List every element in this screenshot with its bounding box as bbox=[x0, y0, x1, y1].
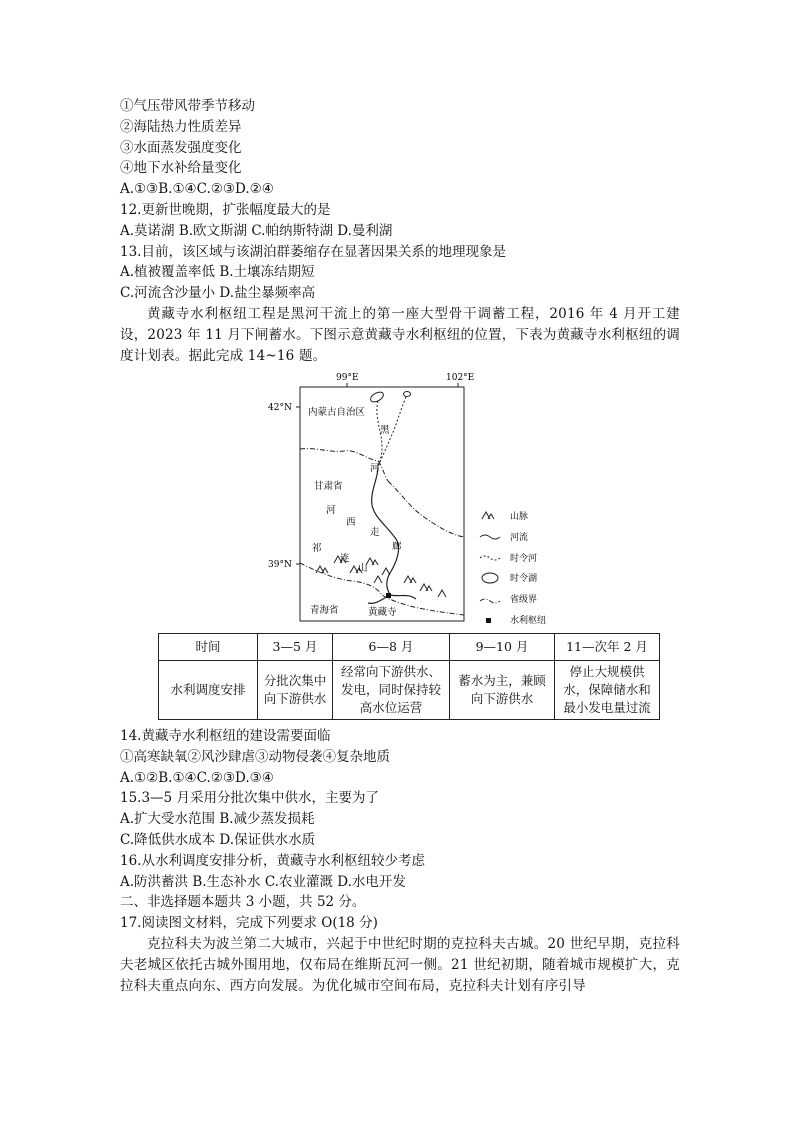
map-figure bbox=[120, 367, 680, 629]
table-cell-jun-aug: 经常向下游供水、发电，同时保持较高水位运营 bbox=[333, 660, 450, 719]
q11-option-1: ①气压带风带季节移动 bbox=[120, 98, 255, 114]
table-cell-nov-feb: 停止大规模供水，保障储水和最小发电量过流 bbox=[555, 660, 660, 719]
q17-stem: 17.阅读图文材料，完成下列要求 O(18 分) bbox=[120, 915, 378, 932]
lat-label-42: 42°N bbox=[268, 402, 292, 413]
label-inner-mongolia: 内蒙古自治区 bbox=[308, 406, 366, 418]
label-corridor-3: 走 bbox=[370, 526, 380, 538]
label-mountain-3: 山 bbox=[358, 562, 368, 574]
legend-dam-label: 水利枢纽 bbox=[510, 615, 547, 626]
provincial-border-east bbox=[388, 481, 464, 537]
label-gansu: 甘肃省 bbox=[314, 480, 343, 492]
dam-marker bbox=[386, 593, 391, 598]
label-mountain-2: 连 bbox=[340, 552, 350, 564]
label-corridor-4: 廊 bbox=[392, 540, 402, 552]
river-branch-1 bbox=[390, 595, 416, 599]
label-river-char-2: 河 bbox=[370, 462, 380, 474]
q14-stem: 14.黄藏寺水利枢纽的建设需要面临 bbox=[120, 727, 331, 744]
seasonal-lake-1 bbox=[369, 390, 385, 404]
lon-label-99: 99°E bbox=[336, 372, 359, 383]
table-header-mar-may: 3—5 月 bbox=[258, 633, 333, 660]
material-intro: 黄藏寺水利枢纽工程是黑河干流上的第一座大型骨干调蓄工程，2016 年 4 月开工建设，2023 年 11 月下闸蓄水。下图示意黄藏寺水利枢纽的位置，下表为黄藏寺水利枢纽的调度计划表。据此完成 14~16 题。 bbox=[120, 305, 680, 364]
legend-mountain-label: 山脉 bbox=[510, 511, 529, 522]
legend-seasonal-river-icon bbox=[480, 556, 500, 560]
q14-options: ①高寒缺氧②风沙肆虐③动物侵袭④复杂地质 bbox=[120, 748, 390, 765]
qilian-mountains bbox=[316, 556, 446, 597]
location-map bbox=[120, 367, 680, 629]
legend-river-label: 河流 bbox=[510, 532, 529, 543]
exam-page bbox=[120, 96, 680, 997]
table-header-sep-oct: 9—10 月 bbox=[450, 633, 555, 660]
label-corridor-1: 河 bbox=[326, 504, 336, 516]
lon-label-102: 102°E bbox=[446, 372, 475, 383]
q11-option-2: ②海陆热力性质差异 bbox=[120, 118, 242, 135]
q12-answers: A.莫诺湖 B.欧文斯湖 C.帕纳斯特湖 D.曼利湖 bbox=[120, 222, 393, 239]
dispatch-plan-table bbox=[158, 633, 660, 720]
legend-border-label: 省级界 bbox=[510, 594, 538, 605]
label-corridor-2: 西 bbox=[346, 516, 356, 528]
q11-answers: A.①③B.①④C.②③D.②④ bbox=[120, 181, 274, 198]
q13-answers-line-2: C.河流含沙量小 D.盐尘暴频率高 bbox=[120, 285, 316, 302]
table-cell-row-label: 水利调度安排 bbox=[159, 660, 258, 719]
legend-dam-icon bbox=[486, 618, 491, 623]
q12-stem: 12.更新世晚期，扩张幅度最大的是 bbox=[120, 201, 331, 218]
legend-seasonal-river-label: 时令河 bbox=[510, 553, 538, 564]
label-dam-name: 黄藏寺 bbox=[368, 606, 397, 618]
map-legend bbox=[480, 510, 546, 626]
legend-river-icon bbox=[480, 535, 500, 539]
legend-mountain-icon bbox=[482, 512, 494, 519]
table-header-time: 时间 bbox=[159, 633, 258, 660]
label-river-char-1: 黑 bbox=[380, 424, 390, 436]
q11-option-4: ④地下水补给量变化 bbox=[120, 160, 242, 177]
legend-seasonal-lake-icon bbox=[482, 573, 498, 583]
q11-option-3: ③水面蒸发强度变化 bbox=[120, 139, 242, 156]
q17-material: 克拉科夫为波兰第二大城市，兴起于中世纪时期的克拉科夫古城。20 世纪早期，克拉科夫老城区依托古城外围用地，仅布局在维斯瓦河一侧。21 世纪初期，随着城市规模扩大，克拉科夫重点向东、西方向发展。为优化城市空间布局，克拉科夫计划有序引导 bbox=[120, 935, 680, 994]
q16-stem: 16.从水利调度安排分析，黄藏寺水利枢纽较少考虑 bbox=[120, 852, 425, 869]
q15-answers-line-2: C.降低供水成本 D.保证供水水质 bbox=[120, 831, 316, 848]
q13-stem: 13.目前，该区域与该湖泊群萎缩存在显著因果关系的地理现象是 bbox=[120, 243, 506, 260]
q15-stem: 15.3—5 月采用分批次集中供水，主要为了 bbox=[120, 790, 379, 807]
label-qinghai: 青海省 bbox=[310, 604, 339, 616]
seasonal-lake-2 bbox=[404, 391, 411, 396]
section-2-heading: 二、非选择题本题共 3 小题，共 52 分。 bbox=[120, 894, 366, 911]
q13-answers-line-1: A.植被覆盖率低 B.土壤冻结期短 bbox=[120, 264, 315, 281]
map-frame bbox=[300, 387, 464, 621]
legend-seasonal-lake-label: 时令湖 bbox=[510, 573, 538, 584]
q14-answers: A.①②B.①④C.②③D.③④ bbox=[120, 769, 274, 786]
table-header-jun-aug: 6—8 月 bbox=[333, 633, 450, 660]
label-mountain-1: 祁 bbox=[312, 542, 322, 554]
legend-border-icon bbox=[480, 599, 500, 603]
table-header-nov-feb: 11—次年 2 月 bbox=[555, 633, 660, 660]
table-cell-mar-may: 分批次集中向下游供水 bbox=[258, 660, 333, 719]
lat-label-39: 39°N bbox=[268, 559, 292, 570]
q15-answers-line-1: A.扩大受水范围 B.减少蒸发损耗 bbox=[120, 811, 315, 828]
q16-answers: A.防洪蓄洪 B.生态补水 C.农业灌溉 D.水电开发 bbox=[120, 873, 406, 890]
table-cell-sep-oct: 蓄水为主，兼顾向下游供水 bbox=[450, 660, 555, 719]
